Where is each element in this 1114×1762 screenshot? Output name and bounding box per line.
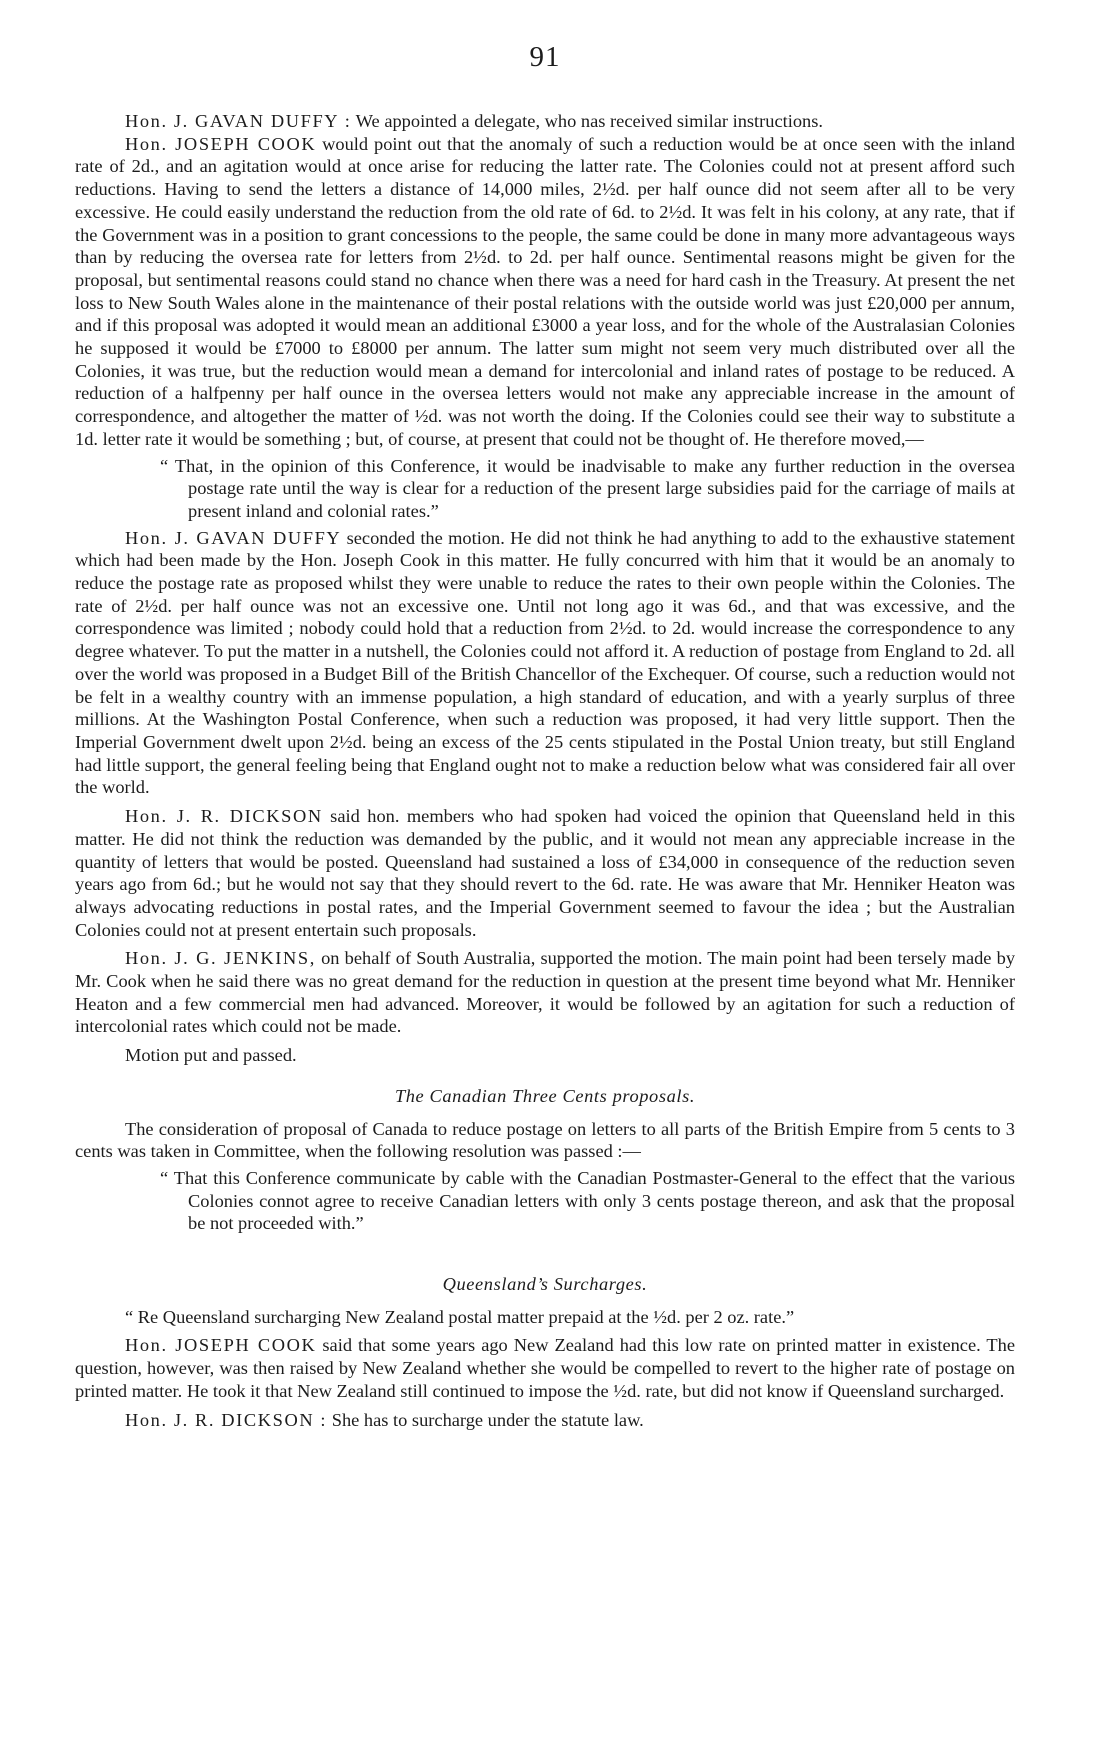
paragraph-text: said that some years ago New Zealand had this low rate on printed matter in existence. The question, however, was then raised by New Zealand whether she would be compelled to revert to the higher rate of postage on printed matter. He took it that New Zealand still continued to impose the ½d. rate, but did not know if Queensland surcharged. (75, 1335, 1015, 1401)
speaker-name: Hon. J. R. DICKSON : (125, 1409, 328, 1430)
paragraph (75, 805, 1015, 941)
paragraph-text: said hon. members who had spoken had voiced the opinion that Queensland held in this matter. He did not think the reduction was demanded by the public, and it would not mean any appreciable increase in the quantity of letters that would be posted. Queensland had sustained a loss of £34,000 in consequence of the reduction seven years ago from 6d.; but he would not say that they should revert to the 6d. rate. He was aware that Mr. Henniker Heaton was always advocating reductions in postal rates, and the Imperial Government seemed to favour the idea ; but the Australian Colonies could not at present entertain such proposals. (75, 806, 1015, 940)
paragraph (75, 947, 1015, 1038)
paragraph (75, 1044, 1015, 1067)
paragraph (75, 1118, 1015, 1163)
document-page (75, 40, 1015, 1431)
resolution-quote: “ That this Conference communicate by cable with the Canadian Postmaster-General to the effect that the various Colonies connot agree to receive Canadian letters with only 3 cents postage thereon, and ask that the proposal be not proceeded with.” (160, 1167, 1015, 1234)
paragraph (75, 1306, 1015, 1329)
section-heading: Queensland’s Surcharges. (442, 1274, 648, 1295)
section-gap (75, 1239, 1015, 1255)
paragraph (75, 527, 1015, 799)
paragraph-text: Motion put and passed. (125, 1045, 297, 1066)
paragraph (75, 133, 1015, 451)
paragraph-text: “ Re Queensland surcharging New Zealand postal matter prepaid at the ½d. per 2 oz. rate.” (125, 1306, 795, 1327)
paragraph (75, 110, 1015, 133)
paragraph (75, 1334, 1015, 1402)
paragraph-text: would point out that the anomaly of such a reduction would be at once seen with the inland rate of 2d., and an agitation would at once arise for reducing the latter rate. The Colonies could not at present afford such reductions. Having to send the letters a distance of 14,000 miles, 2½d. per half ounce did not seem after all to be very excessive. He could easily understand the reduction from the old rate of 6d. to 2½d. It was felt in his colony, at any rate, that if the Government was in a position to grant concessions to the people, the same could be done in many more advantageous ways than by reducing the oversea rate for letters from 2½d. to 2d. per half ounce. Sentimental reasons might be given for the proposal, but sentimental reasons could stand no chance when there was a need for hard cash in the Treasury. At present the net loss to New South Wales alone in the maintenance of their postal relations with the outside world was just £20,000 per annum, and if this proposal was adopted it would mean an additional £3000 a year loss, and for the whole of the Australasian Colonies he supposed it would be £7000 to £8000 per annum. The latter sum might not seem very much distributed over all the Colonies, it was true, but the reduction would mean a demand for intercolonial and inland rates of postage to be reduced. A reduction of a halfpenny per half ounce in the oversea letters would not make any appreciable increase in the amount of correspondence, and altogether the matter of ½d. was not worth the doing. If the Colonies could see their way to substitute a 1d. letter rate it would be something ; but, of course, at present that could not be thought of. He therefore moved,— (75, 133, 1015, 449)
paragraph-text: on behalf of South Australia, supported the motion. The main point had been tersely made by Mr. Cook when he said there was no great demand for the reduction in question at the present time beyond what Mr. Henniker Heaton and a few commercial men had advanced. Moreover, it would be followed by an agitation for such a reduction of intercolonial rates which could not be made. (75, 948, 1016, 1037)
speaker-name: Hon. J. GAVAN DUFFY (125, 527, 342, 548)
paragraph-text: The consideration of proposal of Canada to reduce postage on letters to all parts of the British Empire from 5 cents to 3 cents was taken in Committee, when the following resolution was passed :— (75, 1118, 1015, 1162)
paragraph-text: We appointed a delegate, who nas received similar instructions. (351, 111, 823, 131)
paragraph (75, 1409, 1015, 1432)
speaker-name: Hon. J. GAVAN DUFFY : (125, 111, 352, 131)
section-heading: The Canadian Three Cents proposals. (394, 1085, 696, 1106)
paragraph-text: She has to surcharge under the statute law. (327, 1409, 644, 1430)
speaker-name: Hon. J. R. DICKSON (125, 806, 323, 827)
page-number: 91 (529, 41, 561, 73)
motion-quote: “ That, in the opinion of this Conference, it would be inadvisable to make any further reduction in the oversea postage rate until the way is clear for a reduction of the present large subsidies paid for the carriage of mails at present inland and colonial rates.” (160, 455, 1015, 521)
speaker-name: Hon. JOSEPH COOK (125, 1335, 317, 1356)
speaker-name: Hon. JOSEPH COOK (125, 133, 317, 154)
paragraph-text: seconded the motion. He did not think he had anything to add to the exhaustive statement which had been made by the Hon. Joseph Cook in this matter. He fully concurred with him that it would be an anomaly to reduce the postage rate as proposed whilst they were unable to reduce the rates to their own people within the Colonies. The rate of 2½d. per half ounce was not an excessive one. Until not long ago it was 6d., and that was excessive, and the correspondence was limited ; nobody could hold that a reduction from 2½d. to 2d. would increase the correspondence to any degree whatever. To put the matter in a nutshell, the Colonies could not afford it. A reduction of postage from England to 2d. all over the world was proposed in a Budget Bill of the British Chancellor of the Exchequer. Of course, such a reduction would not be felt in a wealthy country with an immense population, a high standard of education, and with a yearly surplus of three millions. At the Washington Postal Conference, when such a reduction was proposed, it had very little support. Then the Imperial Government dwelt upon 2½d. being an excess of the 25 cents stipulated in the Postal Union treaty, but still England had little support, the general feeling being that England ought not to make a reduction below what was considered fair all over the world. (75, 527, 1015, 798)
speaker-name: Hon. J. G. JENKINS, (125, 948, 316, 969)
